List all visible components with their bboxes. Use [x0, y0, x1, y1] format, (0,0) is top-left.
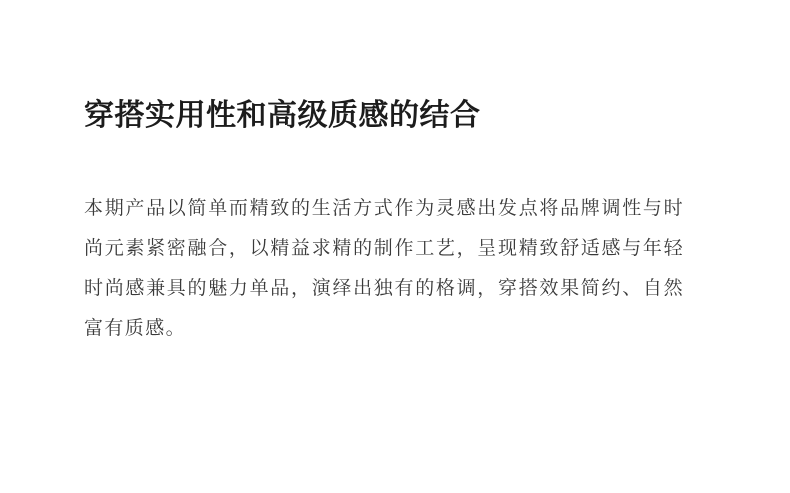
article-content	[84, 96, 694, 349]
page-title: 穿搭实用性和高级质感的结合	[84, 99, 481, 132]
article-body-paragraph: 本期产品以简单而精致的生活方式作为灵感出发点将品牌调性与时尚元素紧密融合，以精益求精的制作工艺，呈现精致舒适感与年轻时尚感兼具的魅力单品，演绎出独有的格调，穿搭效果简约、自然富有质感。	[84, 198, 684, 339]
